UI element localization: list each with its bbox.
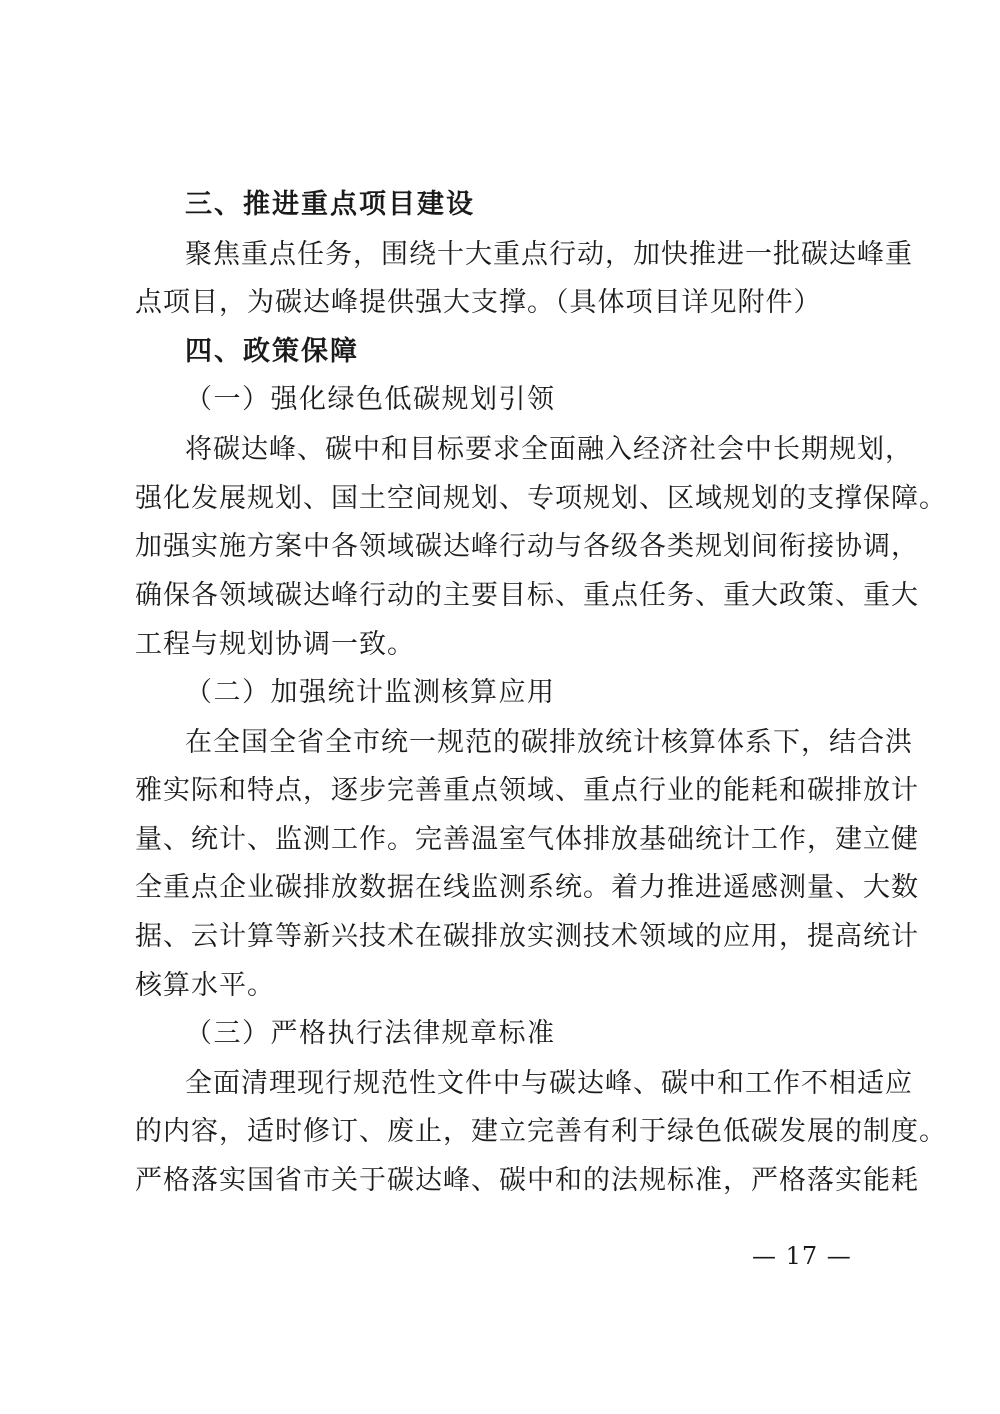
paragraph-line: 据、云计算等新兴技术在碳排放实测技术领域的应用，提高统计 bbox=[135, 921, 919, 952]
paragraph-line: 工程与规划协调一致。 bbox=[135, 629, 415, 660]
paragraph-line: 全重点企业碳排放数据在线监测系统。着力推进遥感测量、大数 bbox=[135, 872, 919, 903]
subsection-heading-4-2: （二）加强统计监测核算应用 bbox=[185, 677, 556, 708]
paragraph-line: 严格落实国省市关于碳达峰、碳中和的法规标准，严格落实能耗 bbox=[135, 1165, 919, 1196]
paragraph-line: 全面清理现行规范性文件中与碳达峰、碳中和工作不相适应 bbox=[185, 1068, 913, 1099]
section-heading-3: 三、推进重点项目建设 bbox=[185, 189, 475, 220]
paragraph-line: 将碳达峰、碳中和目标要求全面融入经济社会中长期规划， bbox=[185, 434, 913, 465]
paragraph-line: 强化发展规划、国土空间规划、专项规划、区域规划的支撑保障。 bbox=[135, 483, 947, 514]
subsection-heading-4-3: （三）严格执行法律规章标准 bbox=[185, 1018, 556, 1049]
paragraph-line: 核算水平。 bbox=[135, 970, 275, 1001]
paragraph-line: 加强实施方案中各领域碳达峰行动与各级各类规划间衔接协调， bbox=[135, 531, 919, 562]
paragraph-line: 的内容，适时修订、废止，建立完善有利于绿色低碳发展的制度。 bbox=[135, 1116, 947, 1147]
subsection-heading-4-1: （一）强化绿色低碳规划引领 bbox=[185, 384, 556, 415]
paragraph-line: 在全国全省全市统一规范的碳排放统计核算体系下，结合洪 bbox=[185, 727, 913, 758]
paragraph-line: 点项目，为碳达峰提供强大支撑。（具体项目详见附件） bbox=[135, 287, 822, 318]
paragraph-line: 量、统计、监测工作。完善温室气体排放基础统计工作，建立健 bbox=[135, 824, 919, 855]
paragraph-line: 确保各领域碳达峰行动的主要目标、重点任务、重大政策、重大 bbox=[135, 580, 919, 611]
paragraph-line: 雅实际和特点，逐步完善重点领域、重点行业的能耗和碳排放计 bbox=[135, 775, 919, 806]
page-number: — 17 — bbox=[752, 1242, 852, 1270]
paragraph-line: 聚焦重点任务，围绕十大重点行动，加快推进一批碳达峰重 bbox=[185, 239, 913, 270]
section-heading-4: 四、政策保障 bbox=[185, 336, 359, 367]
